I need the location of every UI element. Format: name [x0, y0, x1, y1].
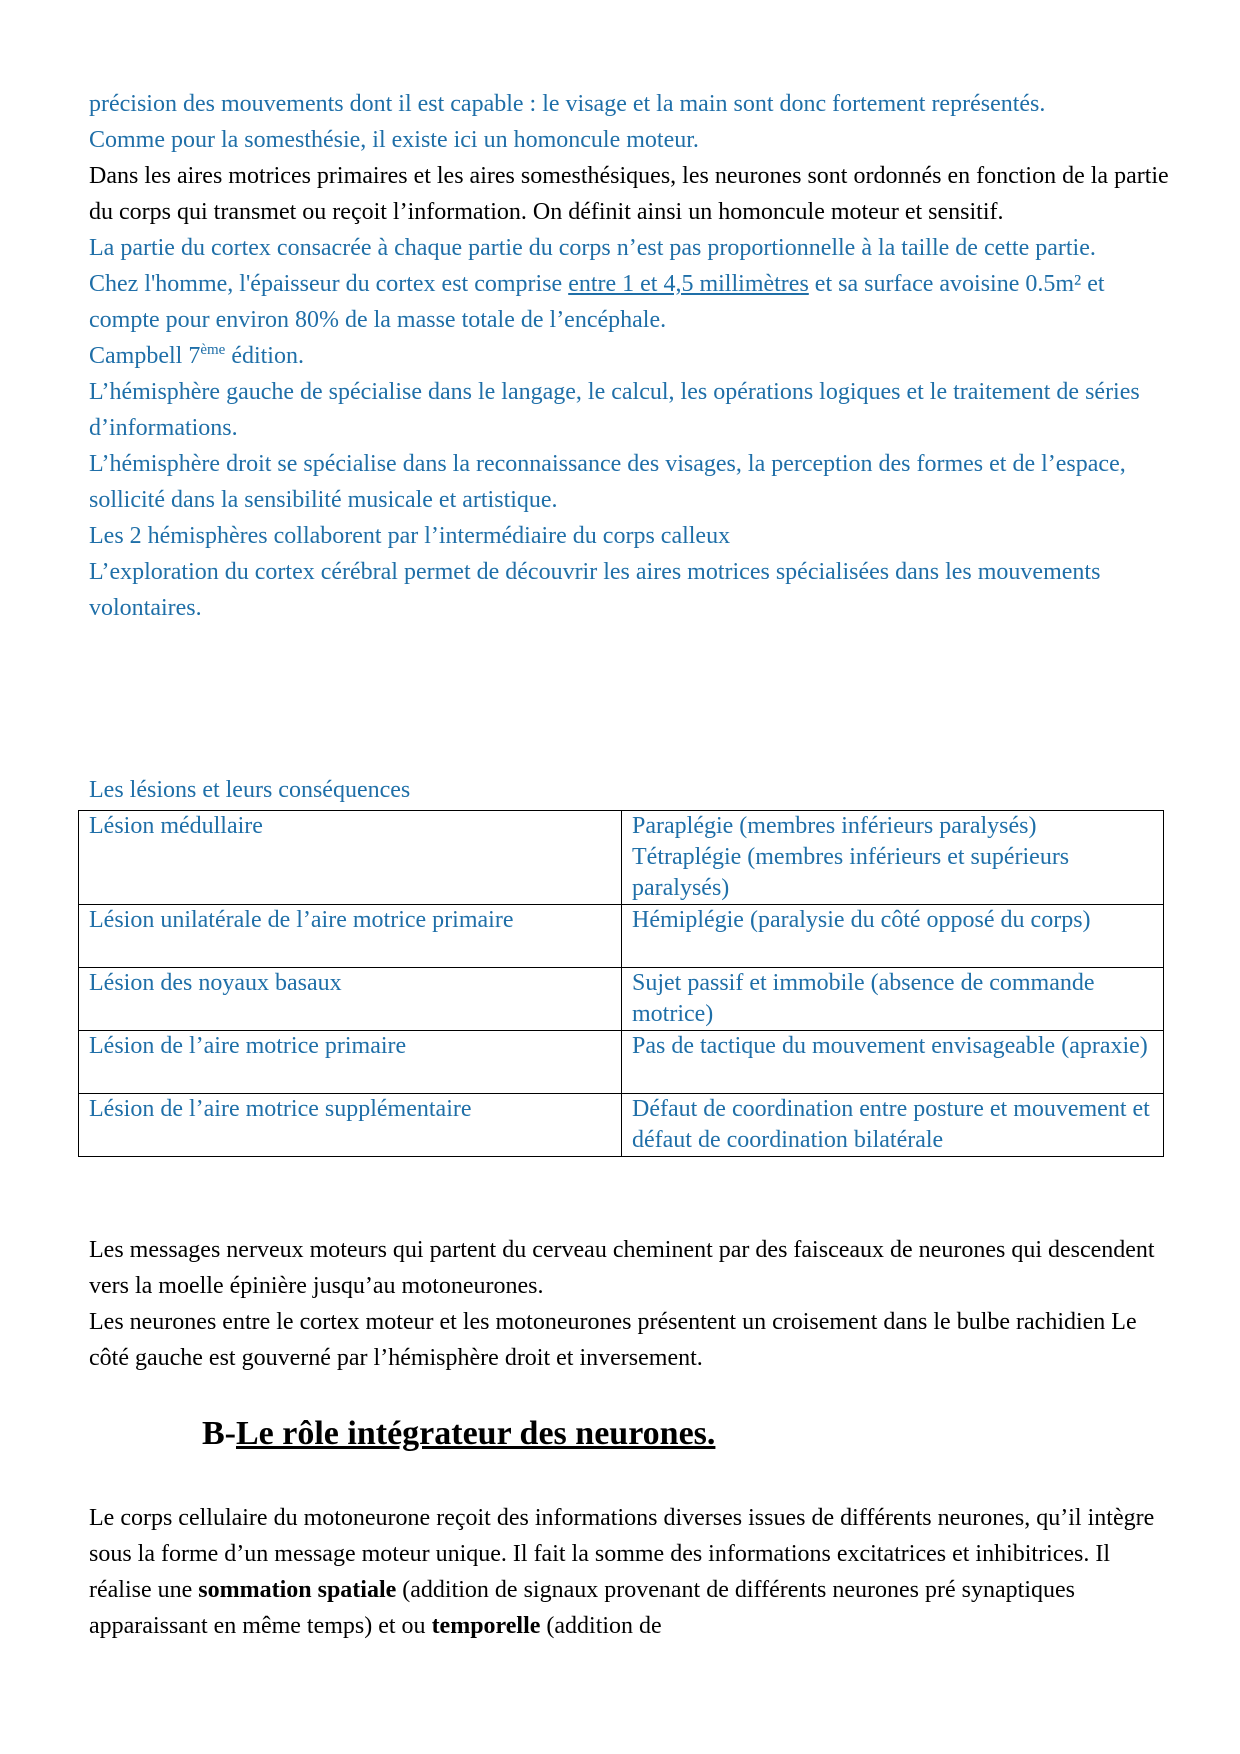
- paragraph-hemisphere-gauche: L’hémisphère gauche de spécialise dans le langage, le calcul, les opérations logiques et le traitement de séries d’informations.: [89, 379, 1140, 441]
- lesion-cell: Lésion de l’aire motrice supplémentaire: [79, 1094, 622, 1157]
- paragraph-corps-calleux: Les 2 hémisphères collaborent par l’intermédiaire du corps calleux: [89, 523, 731, 549]
- section-prefix: B-: [202, 1415, 236, 1452]
- consequence-cell: Hémiplégie (paralysie du côté opposé du corps): [622, 905, 1164, 968]
- integration-text-2: (addition de signaux provenant de différents neurones pré synaptiques apparaissant en même temps) et ou: [89, 1577, 1075, 1639]
- table-row: [79, 1031, 1164, 1094]
- campbell-edition: édition.: [225, 343, 304, 369]
- table-row: [79, 1094, 1164, 1157]
- paragraph-hemisphere-droit: L’hémisphère droit se spécialise dans la reconnaissance des visages, la perception des formes et de l’espace, sollicité dans la sensibilité musicale et artistique.: [89, 451, 1126, 513]
- lesion-cell: Lésion des noyaux basaux: [79, 968, 622, 1031]
- paragraph-epaisseur: [89, 266, 1169, 338]
- paragraph-messages-nerveux: Les messages nerveux moteurs qui partent du cerveau cheminent par des faisceaux de neurones qui descendent vers la moelle épinière jusqu’au motoneurones.: [89, 1237, 1155, 1299]
- paragraph-homoncule: Comme pour la somesthésie, il existe ici un homoncule moteur.: [89, 127, 699, 153]
- consequence-line: Paraplégie (membres inférieurs paralysés): [632, 813, 1037, 839]
- campbell-superscript: ème: [200, 342, 226, 358]
- consequence-cell: [622, 811, 1164, 905]
- paragraph-precision: précision des mouvements dont il est capable : le visage et la main sont donc fortement représentés.: [89, 91, 1046, 117]
- intro-text: [89, 86, 1169, 626]
- table-row: [79, 905, 1164, 968]
- table-title: Les lésions et leurs conséquences: [89, 777, 411, 803]
- paragraph-campbell: [89, 338, 1169, 374]
- epaisseur-link[interactable]: entre 1 et 4,5 millimètres: [568, 271, 809, 297]
- lesion-cell: Lésion unilatérale de l’aire motrice primaire: [79, 905, 622, 968]
- paragraph-integration: [89, 1500, 1169, 1644]
- lesion-cell: Lésion médullaire: [79, 811, 622, 905]
- table-row: [79, 968, 1164, 1031]
- consequence-cell: Pas de tactique du mouvement envisageable (apraxie): [622, 1031, 1164, 1094]
- integration-bold-temporelle: temporelle: [431, 1613, 541, 1639]
- paragraph-croisement: Les neurones entre le cortex moteur et les motoneurones présentent un croisement dans le bulbe rachidien Le côté gauche est gouverné par l’hémisphère droit et inversement.: [89, 1309, 1137, 1371]
- integration-text-3: (addition de: [540, 1613, 662, 1639]
- epaisseur-text-b: et sa surface avoisine 0.5m² et compte pour environ 80% de la masse totale de l’encéphale.: [89, 271, 1105, 333]
- messages-text: [89, 1232, 1169, 1376]
- lesion-cell: Lésion de l’aire motrice primaire: [79, 1031, 622, 1094]
- integration-text-1: Le corps cellulaire du motoneurone reçoit des informations diverses issues de différents neurones, qu’il intègre sous la forme d’un message moteur unique. Il fait la somme des informations excitatrices et inhibitrices. Il réalise une: [89, 1505, 1155, 1603]
- consequence-line: Tétraplégie (membres inférieurs et supérieurs paralysés): [632, 844, 1070, 901]
- section-heading: [202, 1412, 715, 1456]
- lesions-table: [78, 810, 1164, 1157]
- integration-text: [89, 1500, 1169, 1644]
- campbell-text: Campbell 7: [89, 343, 201, 369]
- consequence-cell: Sujet passif et immobile (absence de commande motrice): [622, 968, 1164, 1031]
- table-row: [79, 811, 1164, 905]
- epaisseur-text-a: Chez l'homme, l'épaisseur du cortex est comprise: [89, 271, 569, 297]
- section-title: Le rôle intégrateur des neurones.: [236, 1415, 716, 1452]
- paragraph-cortex-partie: La partie du cortex consacrée à chaque partie du corps n’est pas proportionnelle à la taille de cette partie.: [89, 235, 1096, 261]
- integration-bold-spatiale: sommation spatiale: [198, 1577, 397, 1603]
- consequence-cell: Défaut de coordination entre posture et mouvement et défaut de coordination bilatérale: [622, 1094, 1164, 1157]
- paragraph-exploration: L’exploration du cortex cérébral permet de découvrir les aires motrices spécialisées dans les mouvements volontaires.: [89, 559, 1101, 621]
- paragraph-aires-motrices: Dans les aires motrices primaires et les aires somesthésiques, les neurones sont ordonnés en fonction de la partie du corps qui transmet ou reçoit l’information. On définit ainsi un homoncule moteur et sensitif.: [89, 163, 1169, 225]
